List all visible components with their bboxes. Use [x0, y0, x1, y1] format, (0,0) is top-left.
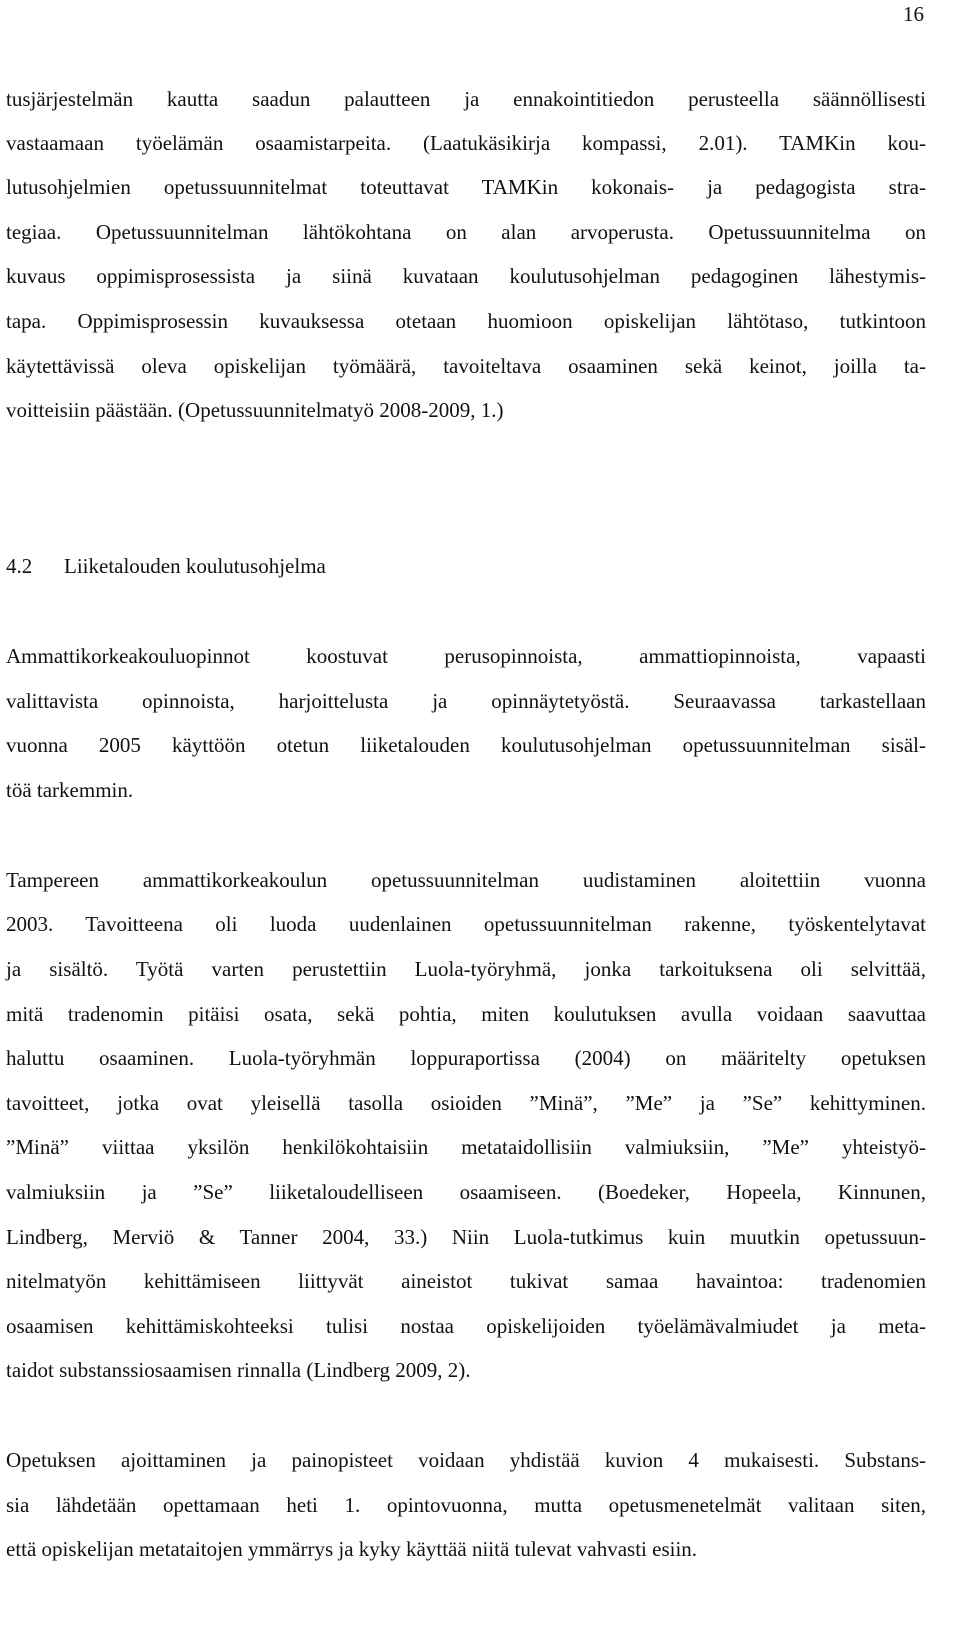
text-line: Lindberg, Merviö & Tanner 2004, 33.) Niin Luola-tutkimus kuin muutkin opetussuun- — [6, 1225, 926, 1249]
text-line: 2003. Tavoitteena oli luoda uudenlainen opetussuunnitelman rakenne, työskentelytavat — [6, 912, 926, 936]
text-line: käytettävissä oleva opiskelijan työmäärä, tavoiteltava osaaminen sekä keinot, joilla ta- — [6, 354, 926, 378]
text-line: kuvaus oppimisprosessista ja siinä kuvataan koulutusohjelman pedagoginen lähestymis- — [6, 264, 926, 288]
text-line: osaamisen kehittämiskohteeksi tulisi nostaa opiskelijoiden työelämävalmiudet ja meta- — [6, 1314, 926, 1338]
text-line: tapa. Oppimisprosessin kuvauksessa otetaan huomioon opiskelijan lähtötaso, tutkintoon — [6, 309, 926, 333]
text-line: tusjärjestelmän kautta saadun palautteen ja ennakointitiedon perusteella säännöllisesti — [6, 87, 926, 111]
page-number: 16 — [903, 2, 924, 26]
text-line: Ammattikorkeakouluopinnot koostuvat perusopinnoista, ammattiopinnoista, vapaasti — [6, 644, 926, 668]
text-line: ja sisältö. Työtä varten perustettiin Luola-työryhmä, jonka tarkoituksena oli selvittää, — [6, 957, 926, 981]
text-line: voitteisiin päästään. (Opetussuunnitelmatyö 2008-2009, 1.) — [6, 398, 504, 422]
text-line: taidot substanssiosaamisen rinnalla (Lindberg 2009, 2). — [6, 1358, 471, 1382]
text-line: valittavista opinnoista, harjoittelusta ja opinnäytetyöstä. Seuraavassa tarkastellaan — [6, 689, 926, 713]
text-line: ”Minä” viittaa yksilön henkilökohtaisiin metataidollisiin valmiuksiin, ”Me” yhteistyö- — [6, 1135, 926, 1159]
text-line: tavoitteet, jotka ovat yleisellä tasolla osioiden ”Minä”, ”Me” ja ”Se” kehittyminen. — [6, 1091, 926, 1115]
text-line: töä tarkemmin. — [6, 778, 134, 802]
text-line: vastaamaan työelämän osaamistarpeita. (Laatukäsikirja kompassi, 2.01). TAMKin kou- — [6, 131, 926, 155]
text-line: Opetuksen ajoittaminen ja painopisteet voidaan yhdistää kuvion 4 mukaisesti. Substans- — [6, 1448, 926, 1472]
text-line: haluttu osaaminen. Luola-työryhmän loppuraportissa (2004) on määritelty opetuksen — [6, 1046, 926, 1070]
text-line: sia lähdetään opettamaan heti 1. opintovuonna, mutta opetusmenetelmät valitaan siten, — [6, 1493, 926, 1517]
text-line: tegiaa. Opetussuunnitelman lähtökohtana on alan arvoperusta. Opetussuunnitelma on — [6, 220, 926, 244]
text-line: Tampereen ammattikorkeakoulun opetussuunnitelman uudistaminen aloitettiin vuonna — [6, 868, 926, 892]
text-line: valmiuksiin ja ”Se” liiketaloudelliseen osaamiseen. (Boedeker, Hopeela, Kinnunen, — [6, 1180, 926, 1204]
text-line: lutusohjelmien opetussuunnitelmat toteuttavat TAMKin kokonais- ja pedagogista stra- — [6, 175, 926, 199]
section-number: 4.2 — [6, 554, 33, 578]
section-title: Liiketalouden koulutusohjelma — [64, 554, 326, 578]
text-line: nitelmatyön kehittämiseen liittyvät aineistot tukivat samaa havaintoa: tradenomien — [6, 1269, 926, 1293]
text-line: mitä tradenomin pitäisi osata, sekä pohtia, miten koulutuksen avulla voidaan saavuttaa — [6, 1002, 926, 1026]
text-line: että opiskelijan metataitojen ymmärrys ja kyky käyttää niitä tulevat vahvasti esiin. — [6, 1537, 698, 1561]
text-line: vuonna 2005 käyttöön otetun liiketalouden koulutusohjelman opetussuunnitelman sisäl- — [6, 733, 926, 757]
section-heading — [6, 553, 326, 579]
